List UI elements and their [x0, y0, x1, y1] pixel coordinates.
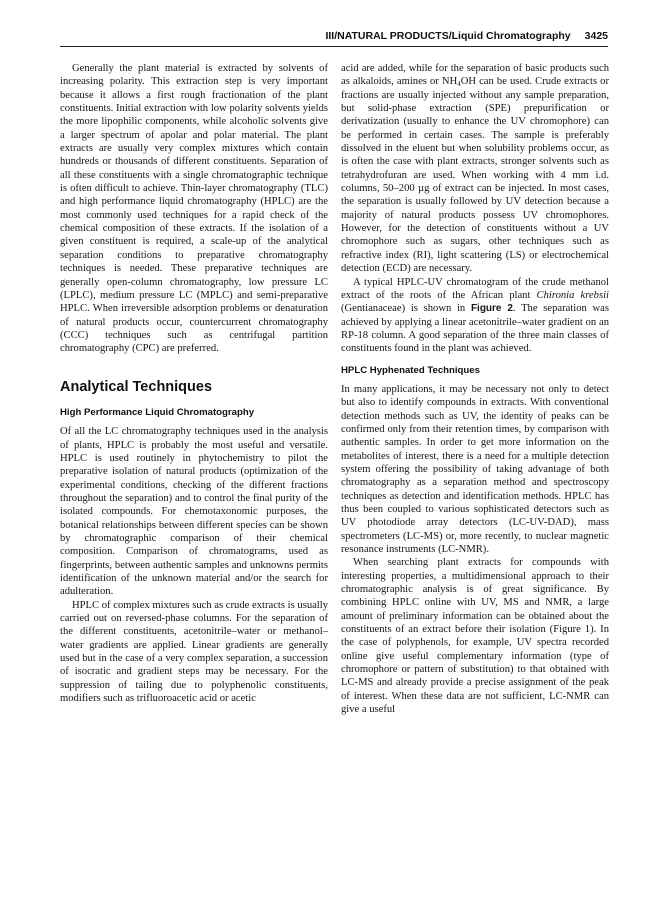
hyphenated-paragraph-2: When searching plant extracts for compounds with interesting properties, a multidimensional approach to their chromatographic analysis is of great significance. By combining HPLC online with UV, MS and NMR, a large amount of preliminary information can be obtained about the constituents of an extract before their isolation (Figure 1). In the case of polyphenols, for example, UV spectra recorded online give useful complementary information (type of chromophore or pattern of substitution) to that obtained with LC-MS and already provide a precise assignment of the peak of interest. When these data are not sufficient, LC-NMR can give a useful — [341, 557, 609, 716]
subsection-heading-hplc: High Performance Liquid Chromatography — [60, 406, 255, 418]
hyphenated-paragraph-1: In many applications, it may be necessary not only to detect but also to identify compounds in extracts. With conventional detection methods such as UV, the identity of peaks can be confirmed only from their retention times, by comparison with authentic samples. In order to get more information on the metabolites of interest, there is a need for a multiple detection system offering the possibility of taking advantage of both chromatography as a separation method and spectroscopy techniques as detection and identification methods. HPLC has thus been coupled to various sophisticated detectors such as UV photodiode array detectors (LC-UV-DAD), mass spectrometers (LC-MS) or, more recently, to nuclear magnetic resonance instruments (LC-NMR). — [341, 383, 609, 556]
hplc-paragraph-2: HPLC of complex mixtures such as crude extracts is usually carried out on reversed-phase columns. For the separation of the different constituents, acetonitrile–water or methanol–water gradients are applied. Linear gradients are generally used but in the case of a very complex separation, a succession of isocratic and gradient steps may be necessary. For the suppression of tailing due to polyphenolic constituents, modifiers such as trifluoroacetic acid or acetic — [60, 599, 328, 705]
hplc-paragraph-1: Of all the LC chromatography techniques used in the analysis of plants, HPLC is probably the most useful and versatile. HPLC is used routinely in phytochemistry to pilot the preparative isolation of natural products (optimization of the experimental conditions, checking of the different fractions throughout the separation) and to control the final purity of the isolated compounds. For chemotaxonomic purposes, the botanical relationships between different species can be shown by chromatographic comparison of their chemical composition. Comparison of chromatograms, used as fingerprints, between authentic samples and unknowns permits identification of the unknown material and/or the search for adulteration. — [60, 426, 328, 598]
text-run: (Gentianaceae) is shown in — [341, 303, 471, 315]
running-header — [60, 30, 608, 44]
text-run: A typical HPLC-UV chromatogram of the crude methanol extract of the roots of the African plant — [341, 276, 609, 301]
chromatogram-paragraph — [341, 276, 609, 356]
subscript-4: 4 — [457, 80, 461, 89]
header-rule — [60, 46, 608, 47]
right-column — [341, 62, 609, 717]
left-column — [60, 62, 328, 705]
continued-paragraph — [341, 62, 609, 276]
running-title: III/NATURAL PRODUCTS/Liquid Chromatography — [325, 30, 571, 42]
subsection-heading-hyphenated: HPLC Hyphenated Techniques — [341, 364, 480, 376]
intro-paragraph: Generally the plant material is extracted by solvents of increasing polarity. This extraction step is very important because it allows a first rough fractionation of the plant constituents. Initial extraction with low polarity solvents yields the more lipophilic components, while alcoholic solvents give a larger spectrum of apolar and polar material. The plant extracts are usually very complex mixtures which contain hundreds or thousands of different constituents. Separation of all these constituents with a single chromatographic technique is often difficult to achieve. Thin-layer chromatography (TLC) and high performance liquid chromatography (HPLC) are the most commonly used techniques for a rapid check of the chemical composition of these extracts. If the isolation of a given constituent is required, a scale-up of the analytical separation conditions to preparative chromatography techniques is needed. These preparative techniques are generally open-column chromatography, low pressure LC (LPLC), medium pressure LC (MPLC) and semi-preparative HPLC. When irreversible adsorption problems or denaturation of natural products occur, countercurrent chromatography (CCC) techniques such as centrifugal partition chromatography (CPC) are preferred. — [60, 63, 328, 355]
figure-reference: Figure 2 — [470, 303, 513, 315]
text-run: acid are added, while for the separation of basic products such as alkaloids, amines or NH — [341, 63, 609, 88]
section-heading-analytical-techniques: Analytical Techniques — [60, 378, 213, 395]
page-number: 3425 — [584, 30, 608, 42]
text-run: . The separation was achieved by applying a linear acetonitrile–water gradient on an RP-18 column. A good separation of the three main classes of constituents found in the plant was achieved. — [341, 303, 609, 355]
species-name: Chironia krebsii — [536, 289, 609, 301]
text-run: OH can be used. Crude extracts or fractions are usually injected without any sample preparation, but solid-phase extraction (SPE) prepurification or derivatization (usually to enhance the UV chromophore) can be performed in certain cases. The sample is preferably dissolved in the eluent but when solubility problems occur, as is often the case with plant extracts, stronger solvents such as tetrahydrofuran are used. When working with 4 mm i.d. columns, 50–200 µg of extract can be injected. In most cases, the separation is usually followed by UV detection because a majority of natural products possess UV chromophores. However, for the detection of constituents without a UV chromophore such as sugars, other techniques such as refractive index (RI), light scattering (LS) or electrochemical detection (ECD) are necessary. — [341, 76, 609, 275]
